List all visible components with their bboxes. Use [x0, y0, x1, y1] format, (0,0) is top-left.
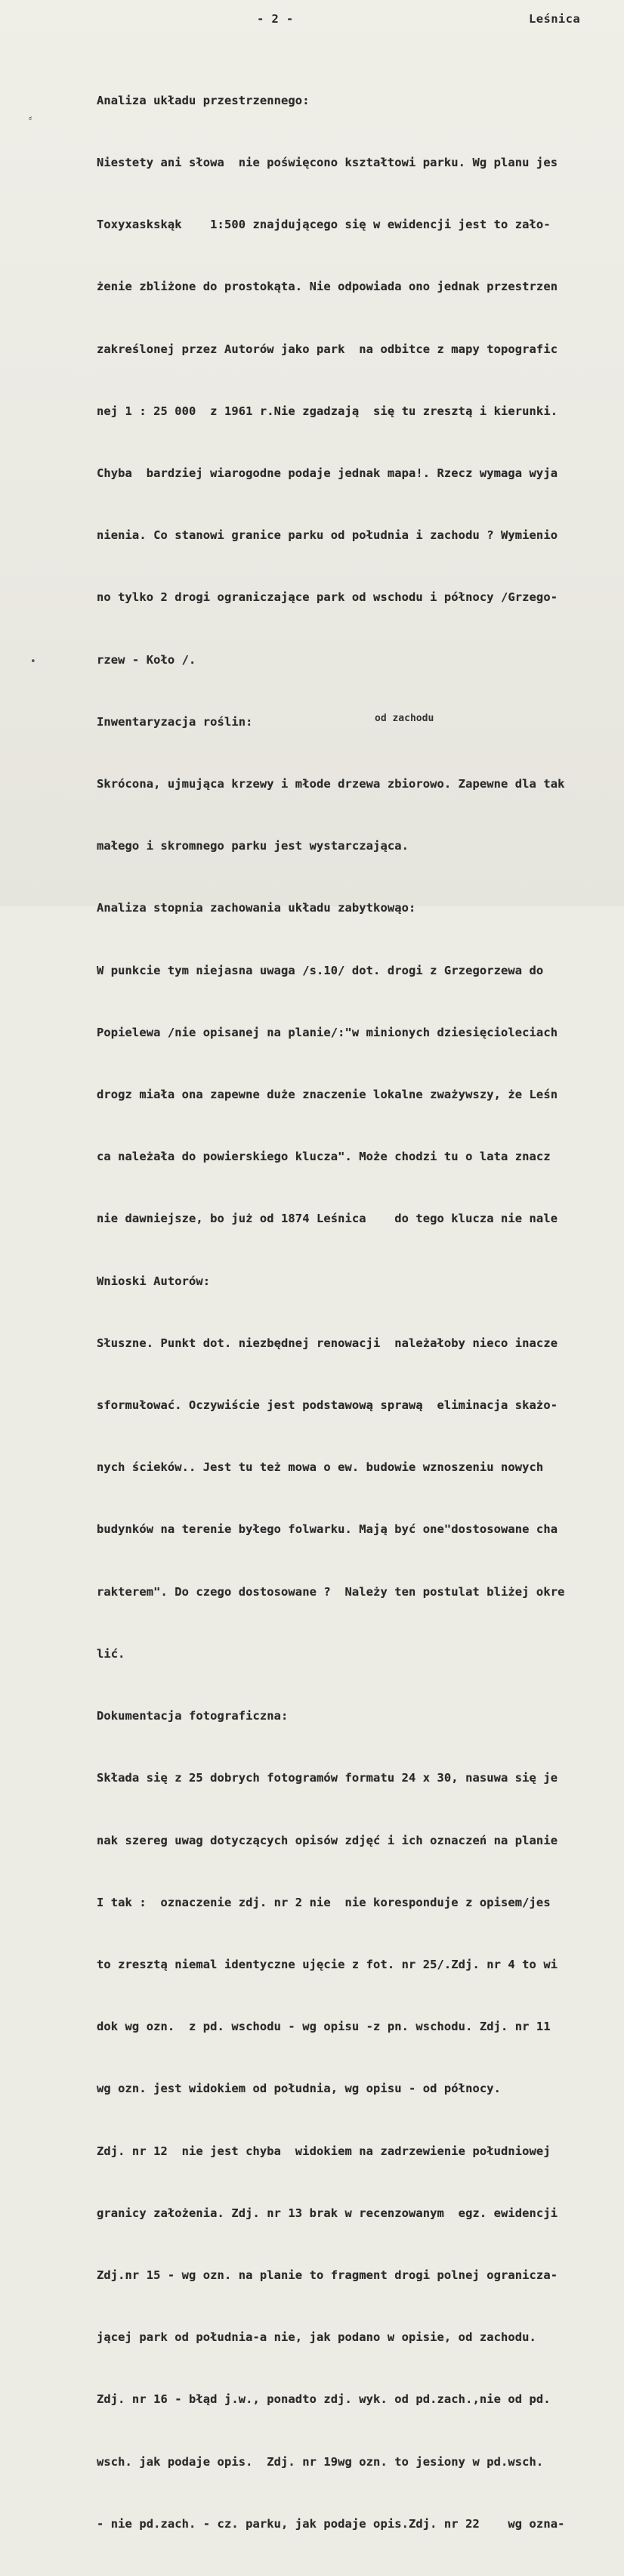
text-line: Toxyxaskskąk 1:500 znajdującego się w ewidencji jest to zało- [97, 218, 551, 232]
text-line: jącej park od południa-a nie, jak podano w opisie, od zachodu. [97, 2330, 536, 2345]
text-line: wsch. jak podaje opis. Zdj. nr 19wg ozn. to jesiony w pd.wsch. [97, 2454, 544, 2469]
text-line: granicy założenia. Zdj. nr 13 brak w recenzowanym egz. ewidencji [97, 2206, 558, 2220]
text-line: nych ścieków.. Jest tu też mowa o ew. budowie wznoszeniu nowych [97, 1460, 544, 1475]
text-line: nienia. Co stanowi granice parku od południa i zachodu ? Wymienio [97, 528, 558, 543]
text-line: ca należała do powierskiego klucza". Może chodzi tu o lata znacz [97, 1150, 551, 1164]
margin-mark: ⸗ [29, 113, 32, 124]
page-number: - 2 - [257, 12, 294, 26]
text-line: I tak : oznaczenie zdj. nr 2 nie nie koresponduje z opisem/jes [97, 1895, 551, 1909]
text-line: Zdj. nr 16 - błąd j.w., ponadto zdj. wyk. od pd.zach.,nie od pd. [97, 2392, 551, 2407]
text-line: drogz miała ona zapewne duże znaczenie lokalne zważywszy, że Leśn [97, 1088, 558, 1102]
text-line: zakreślonej przez Autorów jako park na odbitce z mapy topografic [97, 342, 558, 356]
section-heading: Wnioski Autorów: [97, 1274, 211, 1288]
text-line: Zdj.nr 15 - wg ozn. na planie to fragment drogi polnej ogranicza- [97, 2268, 558, 2282]
text-line: Zdj. nr 12 nie jest chyba widokiem na zadrzewienie południowej [97, 2144, 551, 2158]
text-line: W punkcie tym niejasna uwaga /s.10/ dot. drogi z Grzegorzewa do [97, 963, 544, 977]
text-line: Słuszne. Punkt dot. niezbędnej renowacji należałoby nieco inacze [97, 1336, 558, 1350]
margin-dot: • [30, 656, 36, 667]
section-heading: Inwentaryzacja roślin: [97, 714, 253, 729]
text-line: dok wg ozn. z pd. wschodu - wg opisu -z pn. wschodu. Zdj. nr 11 [97, 2020, 551, 2034]
page-header [0, 12, 624, 29]
text-line: rakterem". Do czego dostosowane ? Należy ten postulat bliżej okre [97, 1584, 565, 1599]
text-line: nej 1 : 25 000 z 1961 r.Nie zgadzają się tu zresztą i kierunki. [97, 404, 558, 418]
section-heading: Analiza stopnia zachowania układu zabytkowąo: [97, 901, 416, 915]
text-line: żenie zbliżone do prostokąta. Nie odpowiada ono jednak przestrzen [97, 280, 558, 294]
text-line: nie dawniejsze, bo już od 1874 Leśnica do tego klucza nie nale [97, 1212, 558, 1226]
text-line: - nie pd.zach. - cz. parku, jak podaje opis.Zdj. nr 22 wg ozna- [97, 2516, 565, 2531]
text-line: Skrócona, ujmująca krzewy i młode drzewa zbiorowo. Zapewne dla tak [97, 777, 565, 791]
header-place: Leśnica [529, 12, 581, 26]
text-line: Składa się z 25 dobrych fotogramów formatu 24 x 30, nasuwa się je [97, 1771, 558, 1785]
text-line: rzew - Koło /. [97, 652, 196, 667]
text-line: Popielewa /nie opisanej na planie/:"w minionych dziesięcioleciach [97, 1025, 558, 1039]
text-line: Chyba bardziej wiarogodne podaje jednak mapa!. Rzecz wymaga wyja [97, 466, 558, 481]
text-line: to zresztą niemal identyczne ujęcie z fot. nr 25/.Zdj. nr 4 to wi [97, 1957, 558, 1971]
text-line: wg ozn. jest widokiem od południa, wg opisu - od północy. [97, 2082, 501, 2096]
section-heading: Dokumentacja fotograficzna: [97, 1709, 289, 1723]
text-line: no tylko 2 drogi ograniczające park od wschodu i północy /Grzego- [97, 590, 558, 605]
text-line: Niestety ani słowa nie poświęcono kształtowi parku. Wg planu jes [97, 156, 558, 170]
typed-body-text [97, 49, 624, 2576]
text-line: małego i skromnego parku jest wystarczająca. [97, 839, 409, 853]
text-line: lić. [97, 1646, 125, 1661]
text-line: nak szereg uwag dotyczących opisów zdjęć i ich oznaczeń na planie [97, 1833, 558, 1847]
text-line: budynków na terenie byłego folwarku. Mają być one"dostosowane cha [97, 1522, 558, 1537]
interlinear-correction: od zachodu [375, 713, 434, 724]
text-line: Analiza układu przestrzennego: [97, 93, 310, 107]
text-line: sformułować. Oczywiście jest podstawową sprawą eliminacja skażo- [97, 1398, 558, 1413]
